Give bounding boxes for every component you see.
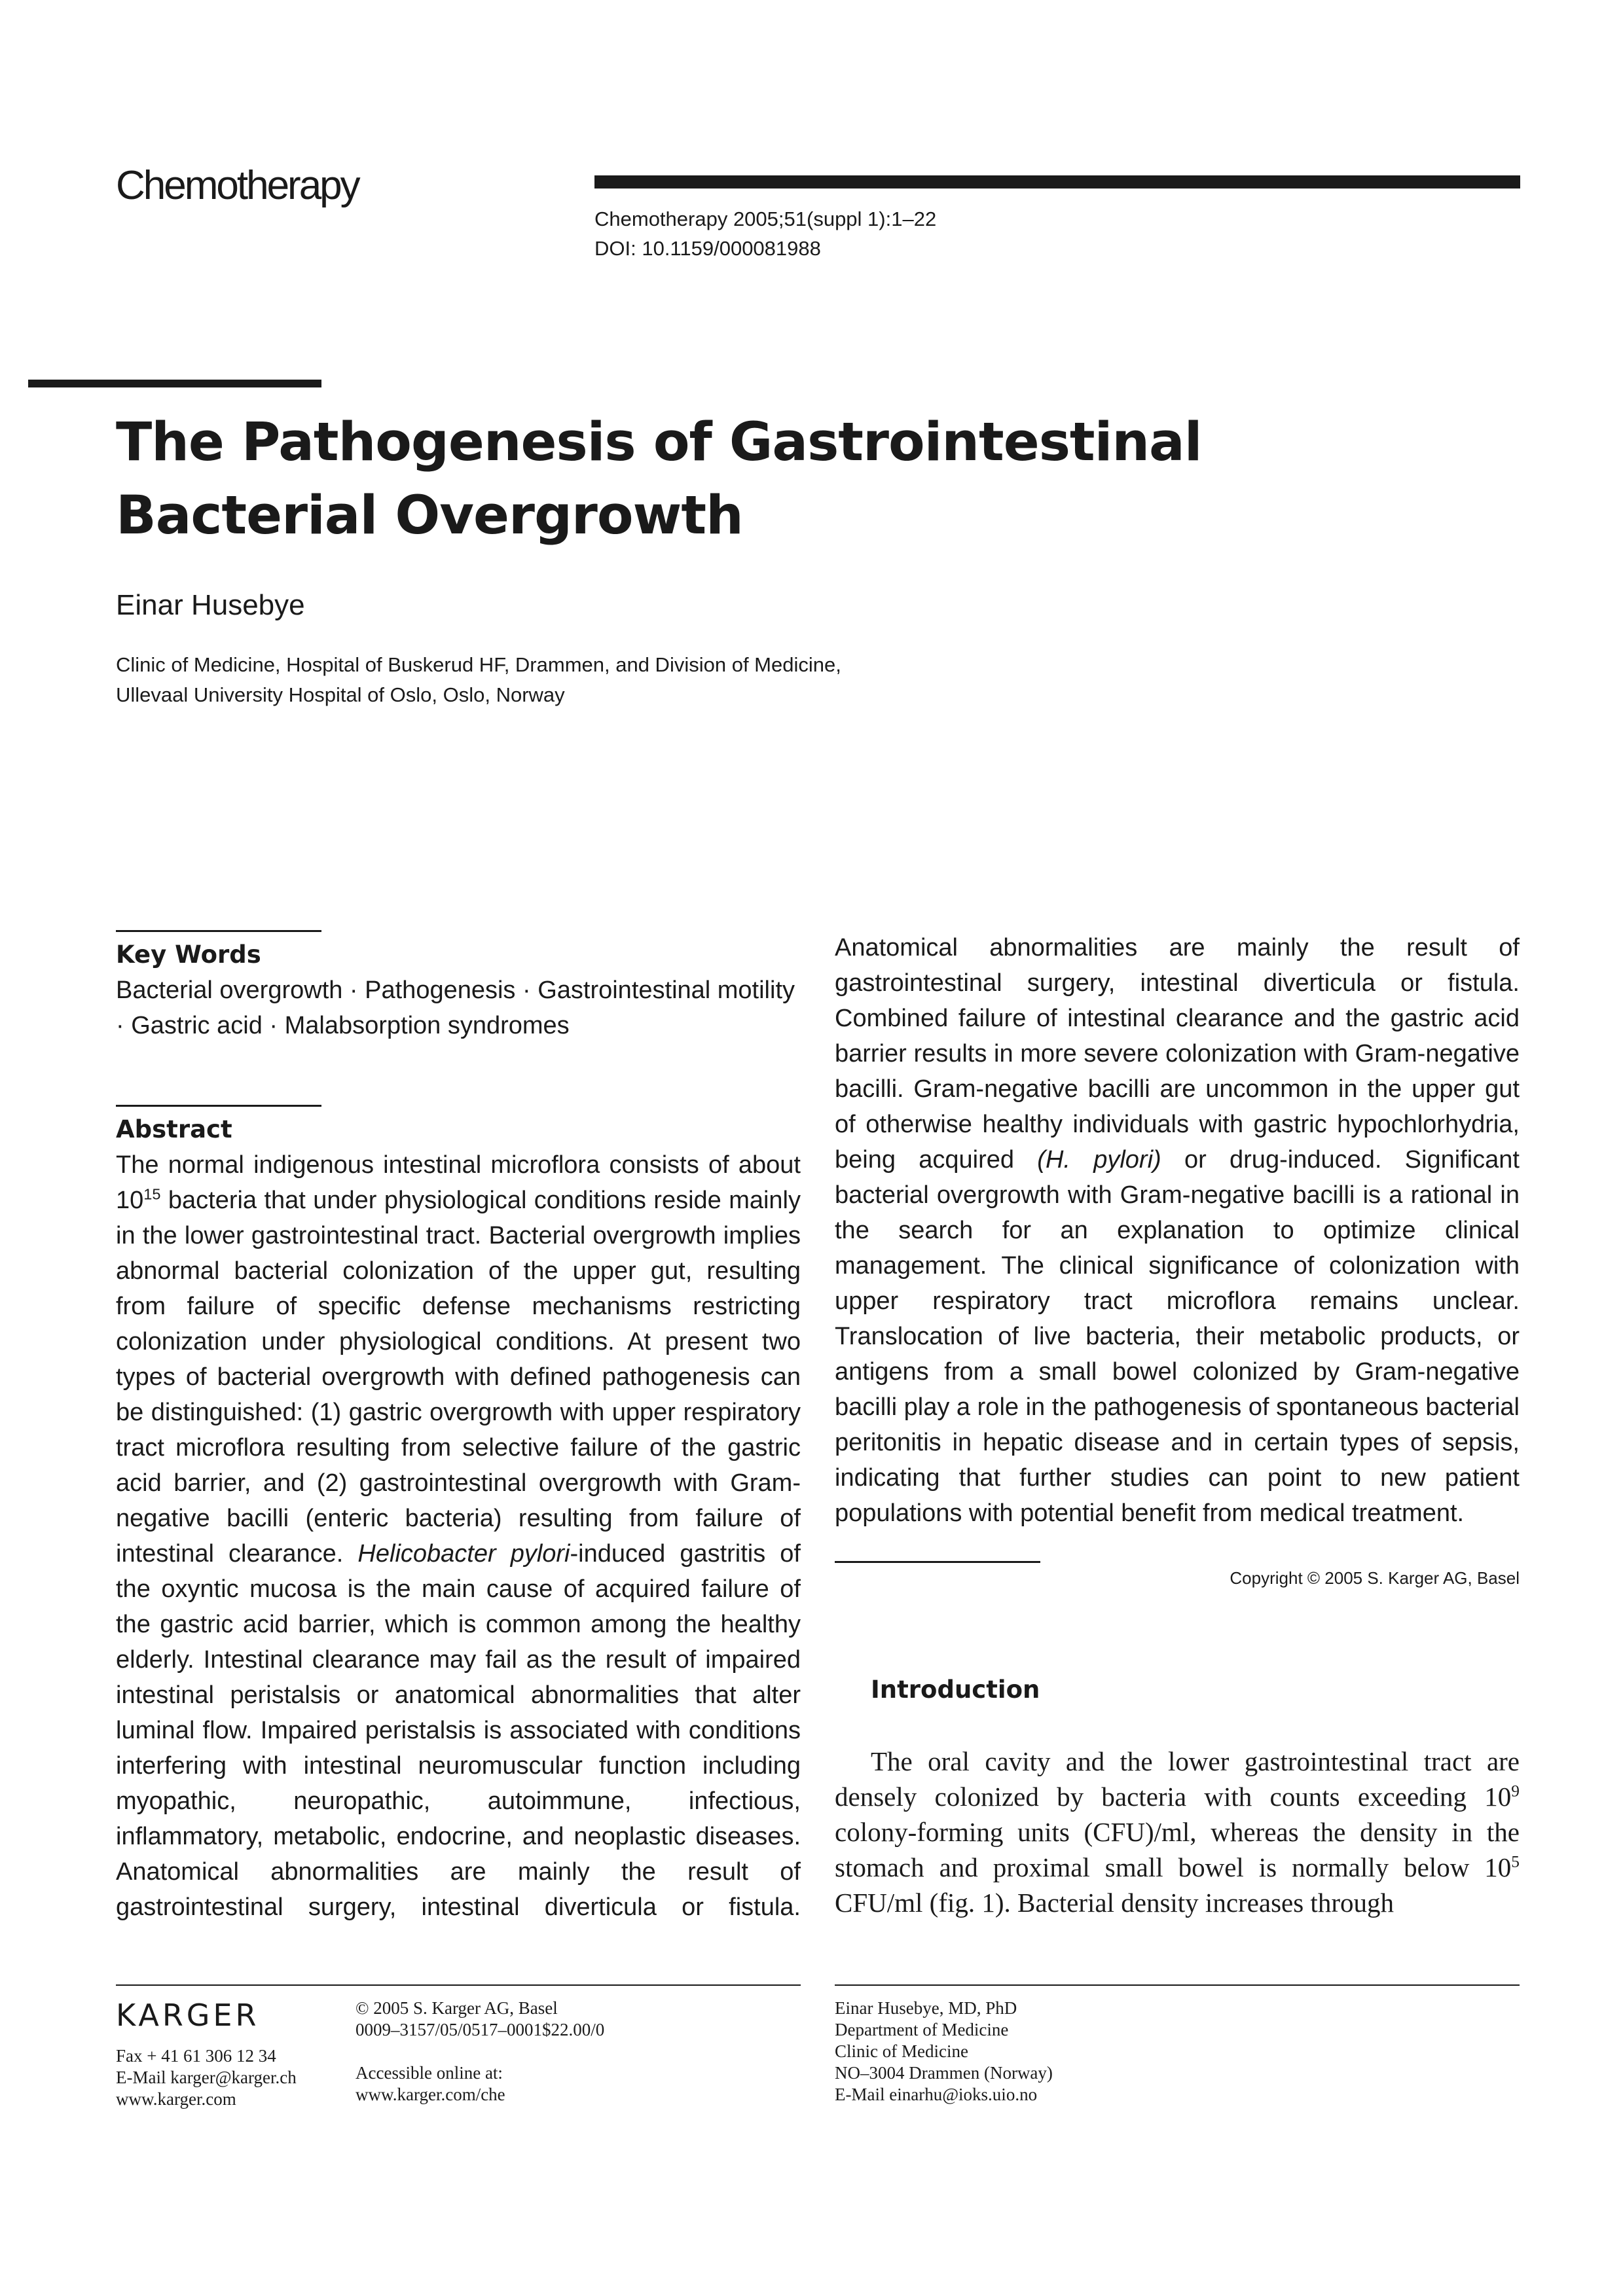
contact-address: NO–3004 Drammen (Norway) [835,2063,1053,2083]
keywords-rule [116,930,321,932]
copyright-rule [835,1561,1040,1563]
author-name: Einar Husebye [116,589,305,621]
contact-clinic: Clinic of Medicine [835,2041,968,2061]
abstract-rule [116,1105,321,1107]
article-title [116,406,1360,552]
keywords-heading: Key Words [116,941,261,969]
copyright-block [356,1998,604,2106]
abstract-heading: Abstract [116,1115,232,1143]
title-line-1: The Pathogenesis of Gastrointestinal [116,412,1202,473]
accessible-label: Accessible online at: [356,2063,503,2083]
contact-department: Department of Medicine [835,2020,1009,2039]
title-rule [28,380,321,387]
header-rule [594,175,1520,188]
title-line-2: Bacterial Overgrowth [116,485,743,547]
abstract-text-right: Anatomical abnormalities are mainly the result of gastrointestinal surgery, intestinal diverticula or fistula. Combined failure of intestinal clearance and the gastric acid barrier results in more severe colonization with Gram-negative bacilli. Gram-negative bacilli are uncommon in the upper gut of otherwise healthy individuals with gastric hypochlorhydria, being acquired (H. pylori) or drug-induced. Significant bacterial overgrowth with Gram-negative bacilli is a rational in the search for an explanation to optimize clinical management. The clinical significance of colonization with upper respiratory tract microflora remains unclear. Translocation of live bacteria, their metabolic products, or antigens from a small bowel colonized by Gram-negative bacilli play a role in the pathogenesis of spontaneous bacterial peritonitis in hepatic disease and in certain types of sepsis, indicating that further studies can point to new patient populations with potential benefit from medical treatment. [835,934,1520,1527]
affiliation-line-2: Ullevaal University Hospital of Oslo, Oslo, Norway [116,683,565,706]
karger-logo: KARGER [116,1998,260,2033]
citation-block [594,204,936,263]
abstract-text-left: The normal indigenous intestinal microflora consists of about $10^{15}$ bacteria that under physiological conditions reside mainly in the lower gastrointestinal tract. Bacterial overgrowth implies abnormal bacterial colonization of the upper gut, resulting from failure of specific defense mechanisms restricting colonization under physiological conditions. At present two types of bacterial overgrowth with defined pathogenesis can be distinguished: (1) gastric overgrowth with upper respiratory tract microflora resulting from selective failure of the gastric acid barrier, and (2) gastrointestinal overgrowth with Gram-negative bacilli (enteric bacteria) resulting from failure of intestinal clearance. Helicobacter pylori-induced gastritis of the oxyntic mucosa is the main cause of acquired failure of the gastric acid barrier, which is common among the healthy elderly. Intestinal clearance may fail as the result of impaired intestinal peristalsis or anatomical abnormalities that alter luminal flow. Impaired peristalsis is associated with conditions interfering with intestinal neuromuscular function including myopathic, neuropathic, autoimmune, infectious, inflammatory, metabolic, endocrine, and neoplastic diseases. Anatomical abnormalities are mainly the result of gastrointestinal surgery, intestinal diverticula or fistula. [116,1151,801,1921]
publisher-web: www.karger.com [116,2089,236,2109]
footer-rule-left [116,1984,801,1986]
abstract-section [116,1112,801,1147]
issn: 0009–3157/05/0517–0001$22.00/0 [356,2020,605,2039]
introduction-section [871,1672,1556,1708]
keywords-section [116,937,801,1043]
introduction-text: The oral cavity and the lower gastrointestinal tract are densely colonized by bacteria with counts exceeding $10^9$ colony-forming units (CFU)/ml, whereas the density in the stomach and proximal small bowel is normally below $10^5$ CFU/ml (fig. 1). Bacterial density increases through [835,1746,1520,1918]
doi: DOI: 10.1159/000081988 [594,237,821,260]
keywords-text: Bacterial overgrowth · Pathogenesis · Gastrointestinal motility · Gastric acid · Malabsorption syndromes [116,977,795,1039]
affiliation [116,650,1032,710]
citation: Chemotherapy 2005;51(suppl 1):1–22 [594,207,937,230]
copyright-notice: Copyright © 2005 S. Karger AG, Basel [1230,1568,1520,1588]
fax: Fax + 41 61 306 12 34 [116,2046,276,2066]
affiliation-line-1: Clinic of Medicine, Hospital of Buskerud HF, Drammen, and Division of Medicine, [116,653,841,676]
journal-logo: Chemotherapy [116,163,359,208]
footer-copyright: © 2005 S. Karger AG, Basel [356,1998,558,2018]
contact-email: E-Mail einarhu@ioks.uio.no [835,2085,1038,2104]
publisher-email: E-Mail karger@karger.ch [116,2068,297,2087]
journal-url: www.karger.com/che [356,2085,505,2104]
footer-rule-right [835,1984,1520,1986]
introduction-heading: Introduction [871,1676,1040,1704]
contact-name: Einar Husebye, MD, PhD [835,1998,1017,2018]
publisher-contact [116,2045,297,2110]
author-contact [835,1998,1053,2106]
